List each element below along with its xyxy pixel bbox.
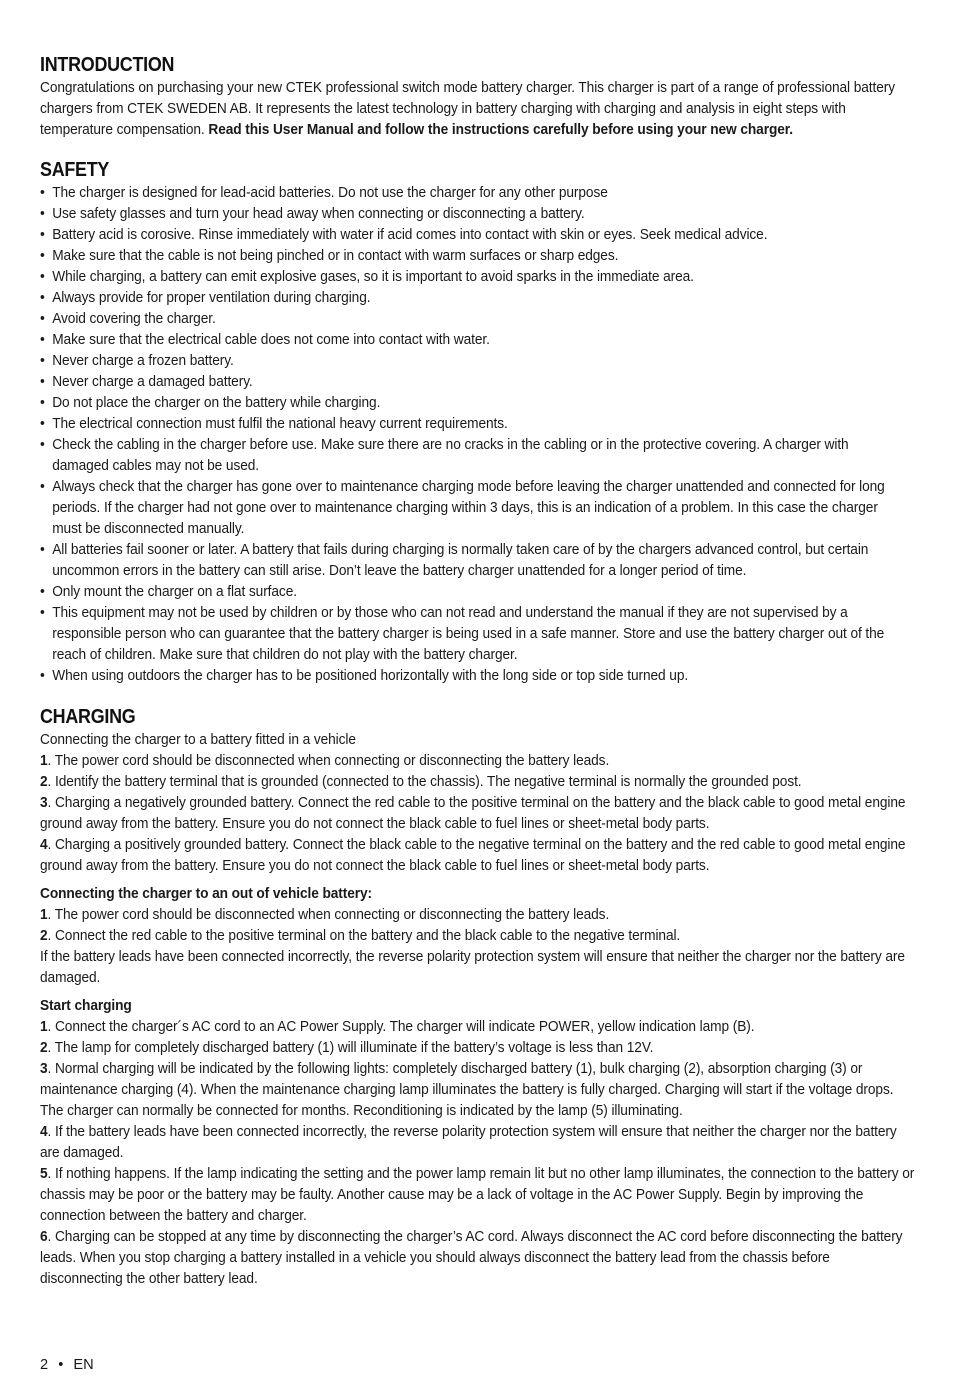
step-text: . Charging a negatively grounded battery. Connect the red cable to the positive terminal on the battery and the black cable to good metal engine ground away from the battery. Ensure you do not connect the black cable to fuel lines or sheet-metal body parts. xyxy=(40,795,906,832)
introduction-heading: INTRODUCTION xyxy=(40,53,175,76)
start-charging-step xyxy=(40,1164,916,1227)
list-item: • Only mount the charger on a flat surface. xyxy=(40,582,907,603)
step-number: 1 xyxy=(40,1019,48,1035)
list-item: • All batteries fail sooner or later. A battery that fails during charging is normally taken care of by the chargers advanced control, but certain uncommon errors in the battery can still arise. Don’t leave the battery charger unattended for a longer period of time. xyxy=(40,540,907,582)
step-text: . Identify the battery terminal that is grounded (connected to the chassis). The negative terminal is normally the grounded post. xyxy=(47,774,802,790)
start-charging-heading: Start charging xyxy=(40,998,132,1014)
out-of-vehicle-subsection xyxy=(40,884,916,989)
vehicle-step xyxy=(40,835,916,877)
list-item: • Make sure that the electrical cable does not come into contact with water. xyxy=(40,330,907,351)
list-item: • The charger is designed for lead-acid batteries. Do not use the charger for any other purpose xyxy=(40,183,907,204)
charging-heading: CHARGING xyxy=(40,705,136,728)
charging-section xyxy=(40,704,916,1290)
safety-heading: SAFETY xyxy=(40,158,110,181)
charging-intro: Connecting the charger to a battery fitted in a vehicle xyxy=(40,732,356,748)
introduction-section xyxy=(40,52,916,141)
introduction-text: Congratulations on purchasing your new CTEK professional switch mode battery charger. This charger is part of a range of professional battery chargers from CTEK SWEDEN AB. It represents the latest technology in battery charging with charging and analysis in eight steps with temperature compensation. xyxy=(40,80,896,138)
start-charging-step xyxy=(40,1017,916,1038)
step-text: . Normal charging will be indicated by the following lights: completely discharged battery (1), bulk charging (2), absorption charging (3) or maintenance charging (4). When the maintenance charging lamp illuminates the battery is fully charged. Charging will start if the voltage drops. The charger can normally be connected for months. Reconditioning is indicated by the lamp (5) illuminating. xyxy=(40,1061,894,1119)
step-text: . If the battery leads have been connected incorrectly, the reverse polarity protection system will ensure that neither the charger nor the battery are damaged. xyxy=(40,1124,897,1161)
list-item: • Use safety glasses and turn your head away when connecting or disconnecting a battery. xyxy=(40,204,907,225)
list-item: • Make sure that the cable is not being pinched or in contact with warm surfaces or sharp edges. xyxy=(40,246,907,267)
safety-list xyxy=(40,183,907,687)
list-item: • Never charge a damaged battery. xyxy=(40,372,907,393)
vehicle-step xyxy=(40,793,916,835)
list-item: • When using outdoors the charger has to be positioned horizontally with the long side or top side turned up. xyxy=(40,666,907,687)
step-text: . The lamp for completely discharged battery (1) will illuminate if the battery’s voltage is less than 12V. xyxy=(47,1040,654,1056)
page-number: 2 xyxy=(40,1357,49,1373)
step-text: . Connect the red cable to the positive terminal on the battery and the black cable to the negative terminal. xyxy=(47,928,681,944)
step-number: 4 xyxy=(40,1124,48,1140)
start-charging-subsection xyxy=(40,996,916,1290)
out-of-vehicle-step xyxy=(40,926,916,947)
step-number: 5 xyxy=(40,1166,48,1182)
list-item: • The electrical connection must fulfil the national heavy current requirements. xyxy=(40,414,907,435)
list-item: • Do not place the charger on the battery while charging. xyxy=(40,393,907,414)
out-of-vehicle-heading: Connecting the charger to an out of vehicle battery: xyxy=(40,886,373,902)
step-number: 6 xyxy=(40,1229,48,1245)
start-charging-step xyxy=(40,1038,916,1059)
safety-section xyxy=(40,157,916,687)
list-item: • Never charge a frozen battery. xyxy=(40,351,907,372)
step-text: . Charging can be stopped at any time by disconnecting the charger’s AC cord. Always disconnect the AC cord before disconnecting the battery leads. When you stop charging a battery installed in a vehicle you should always disconnect the battery lead from the chassis before disconnecting the other battery lead. xyxy=(40,1229,903,1287)
step-number: 1 xyxy=(40,907,48,923)
list-item: • Avoid covering the charger. xyxy=(40,309,907,330)
language-code: EN xyxy=(73,1357,94,1373)
step-text: . Connect the charger´s AC cord to an AC Power Supply. The charger will indicate POWER, yellow indication lamp (B). xyxy=(47,1019,755,1035)
start-charging-step xyxy=(40,1059,916,1122)
vehicle-step xyxy=(40,751,916,772)
vehicle-step xyxy=(40,772,916,793)
list-item: • While charging, a battery can emit explosive gases, so it is important to avoid sparks in the immediate area. xyxy=(40,267,907,288)
list-item: • This equipment may not be used by children or by those who can not read and understand the manual if they are not supervised by a responsible person who can guarantee that the battery charger is being used in a safe manner. Store and use the battery charger out of the reach of children. Make sure that children do not play with the battery charger. xyxy=(40,603,907,666)
step-number: 2 xyxy=(40,774,48,790)
footer-separator: • xyxy=(58,1357,64,1373)
start-charging-step xyxy=(40,1227,916,1290)
step-text: . The power cord should be disconnected when connecting or disconnecting the battery leads. xyxy=(47,753,610,769)
out-of-vehicle-step xyxy=(40,905,916,926)
start-charging-step xyxy=(40,1122,916,1164)
step-text: . If nothing happens. If the lamp indicating the setting and the power lamp remain lit but no other lamp illuminates, the connection to the battery or chassis may be poor or the battery may be faulty. Another cause may be a lack of voltage in the AC Power Supply. Begin by improving the connection between the battery and charger. xyxy=(40,1166,915,1224)
introduction-bold-text: Read this User Manual and follow the instructions carefully before using your new charger. xyxy=(208,122,793,138)
step-number: 1 xyxy=(40,753,48,769)
document-page xyxy=(40,52,916,1290)
list-item: • Battery acid is corosive. Rinse immediately with water if acid comes into contact with skin or eyes. Seek medical advice. xyxy=(40,225,907,246)
out-of-vehicle-note: If the battery leads have been connected incorrectly, the reverse polarity protection system will ensure that neither the charger nor the battery are damaged. xyxy=(40,949,905,986)
list-item: • Check the cabling in the charger before use. Make sure there are no cracks in the cabling or in the protective covering. A charger with damaged cables may not be used. xyxy=(40,435,907,477)
step-number: 4 xyxy=(40,837,48,853)
list-item: • Always provide for proper ventilation during charging. xyxy=(40,288,907,309)
step-number: 2 xyxy=(40,928,48,944)
page-footer xyxy=(40,1355,94,1376)
step-number: 3 xyxy=(40,795,48,811)
step-number: 3 xyxy=(40,1061,48,1077)
introduction-paragraph xyxy=(40,78,919,141)
list-item: • Always check that the charger has gone over to maintenance charging mode before leaving the charger unattended and connected for long periods. If the charger had not gone over to maintenance charging within 3 days, this is an indication of a problem. In this case the charger must be disconnected manually. xyxy=(40,477,907,540)
step-text: . Charging a positively grounded battery. Connect the black cable to the negative terminal on the battery and the red cable to good metal engine ground away from the battery. Ensure you do not connect the black cable to fuel lines or sheet-metal body parts. xyxy=(40,837,906,874)
step-number: 2 xyxy=(40,1040,48,1056)
step-text: . The power cord should be disconnected when connecting or disconnecting the battery leads. xyxy=(47,907,610,923)
